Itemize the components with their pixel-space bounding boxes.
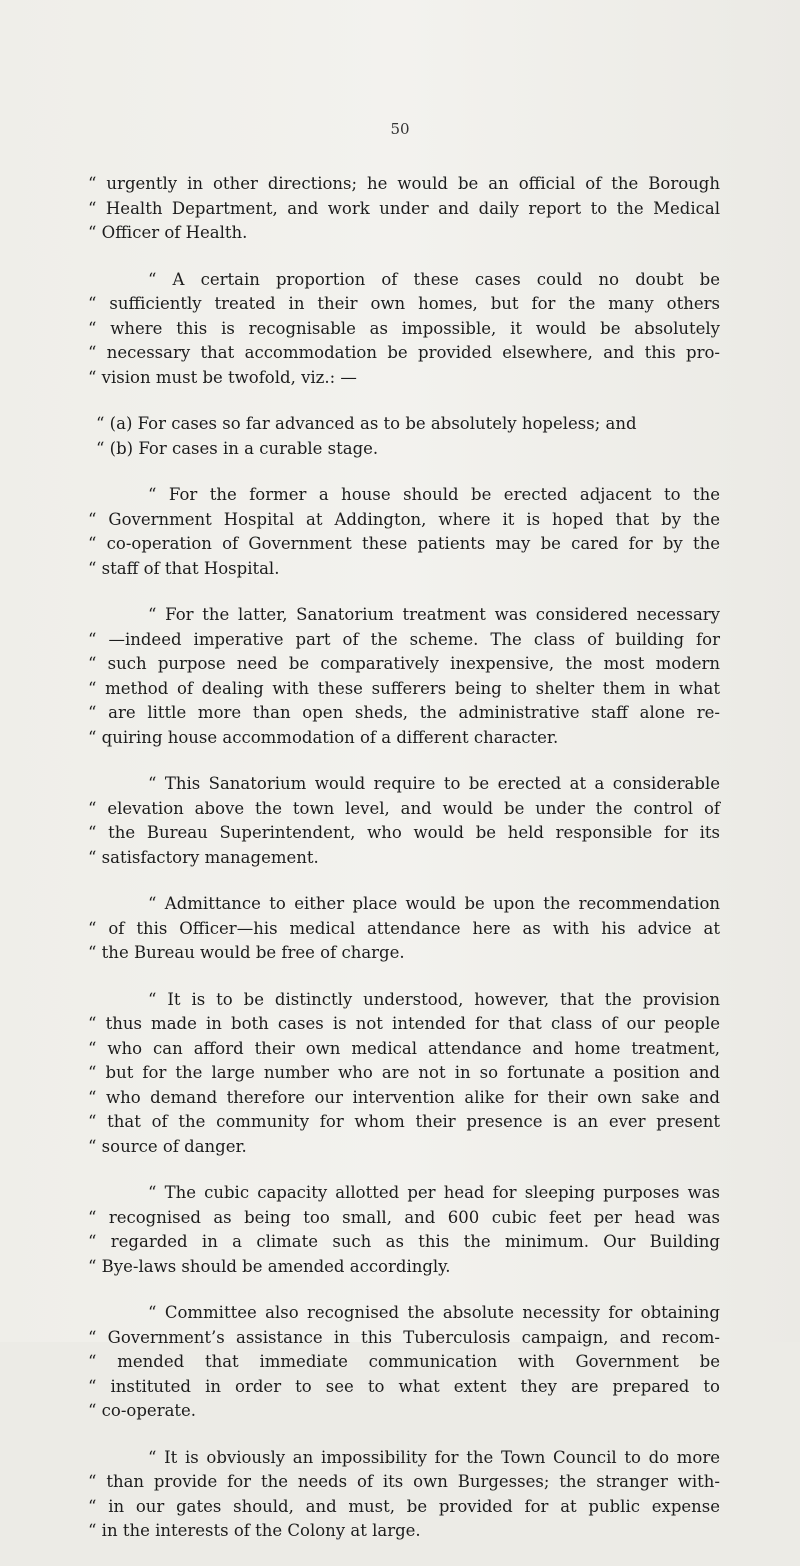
text-line: “ such purpose need be comparatively inexpensive, the most modern <box>88 654 720 673</box>
document-body <box>88 172 720 1566</box>
text-line: “ satisfactory management. <box>88 847 319 867</box>
text-line: “ instituted in order to see to what extent they are prepared to <box>88 1376 720 1396</box>
text-line: “ mended that immediate communication with Government be <box>88 1352 720 1371</box>
text-line: “ urgently in other directions; he would be an official of the Borough <box>88 174 720 193</box>
text-line: “ Committee also recognised the absolute necessity for obtaining <box>148 1303 720 1322</box>
text-line: “ source of danger. <box>88 1136 247 1156</box>
text-line: “ quiring house accommodation of a different character. <box>88 727 559 747</box>
paragraph <box>88 988 720 1160</box>
paragraph <box>88 772 720 870</box>
text-line: “ Health Department, and work under and daily report to the Medical <box>88 198 720 218</box>
text-line: “ than provide for the needs of its own Burgesses; the stranger with- <box>88 1472 720 1491</box>
text-line: “ in our gates should, and must, be provided for at public expense <box>88 1496 720 1516</box>
paragraph <box>88 1181 720 1279</box>
text-line: “ the Bureau would be free of charge. <box>88 943 405 962</box>
text-line: “ (b) For cases in a curable stage. <box>96 438 379 458</box>
text-line: “ who can afford their own medical attendance and home treatment, <box>88 1038 720 1058</box>
text-line: “ It is to be distinctly understood, however, that the provision <box>148 989 720 1009</box>
paragraph <box>88 892 720 966</box>
text-line: “ Government Hospital at Addington, where it is hoped that by the <box>88 509 720 529</box>
text-line: “ co-operation of Government these patients may be cared for by the <box>88 534 720 553</box>
paragraph <box>88 1446 720 1544</box>
text-line: “ —indeed imperative part of the scheme. The class of building for <box>88 629 720 649</box>
text-line: “ Officer of Health. <box>88 223 248 242</box>
text-line: “ The cubic capacity allotted per head for sleeping purposes was <box>148 1183 720 1202</box>
text-line: “ that of the community for whom their presence is an ever present <box>88 1112 720 1131</box>
text-line: “ Government’s assistance in this Tuberculosis campaign, and recom- <box>88 1327 720 1347</box>
text-line: “ This Sanatorium would require to be erected at a considerable <box>148 774 720 793</box>
page-number: 50 <box>390 120 410 138</box>
text-line: “ method of dealing with these sufferers being to shelter them in what <box>88 678 720 698</box>
paragraph <box>88 268 720 391</box>
text-line: “ in the interests of the Colony at large. <box>88 1521 421 1540</box>
text-line: “ recognised as being too small, and 600 cubic feet per head was <box>88 1207 720 1227</box>
text-line: “ vision must be twofold, viz.: — <box>88 367 357 387</box>
text-line: “ but for the large number who are not in so fortunate a position and <box>88 1063 720 1082</box>
paragraph <box>88 412 720 461</box>
text-line: “ It is obviously an impossibility for the Town Council to do more <box>148 1447 720 1467</box>
text-line: “ the Bureau Superintendent, who would be held responsible for its <box>88 823 720 842</box>
paragraph <box>88 603 720 750</box>
paragraph <box>88 1301 720 1424</box>
text-line: “ where this is recognisable as impossible, it would be absolutely <box>88 318 720 338</box>
text-line: “ necessary that accommodation be provided elsewhere, and this pro- <box>88 343 720 362</box>
text-line: “ sufficiently treated in their own homes, but for the many others <box>88 294 720 313</box>
text-line: “ co-operate. <box>88 1401 197 1420</box>
text-line: “ staff of that Hospital. <box>88 558 280 578</box>
text-line: “ thus made in both cases is not intended for that class of our people <box>88 1014 720 1033</box>
text-line: “ A certain proportion of these cases could no doubt be <box>148 269 720 289</box>
text-line: “ elevation above the town level, and would be under the control of <box>88 798 720 818</box>
text-line: “ For the latter, Sanatorium treatment was considered necessary <box>148 605 720 624</box>
paragraph <box>88 172 720 246</box>
text-line: “ (a) For cases so far advanced as to be absolutely hopeless; and <box>96 414 637 433</box>
text-line: “ For the former a house should be erected adjacent to the <box>148 485 720 504</box>
text-line: “ Admittance to either place would be upon the recommendation <box>148 894 720 913</box>
text-line: “ who demand therefore our intervention alike for their own sake and <box>88 1087 720 1107</box>
text-line: “ regarded in a climate such as this the minimum. Our Building <box>88 1232 720 1251</box>
paragraph <box>88 483 720 581</box>
text-line: “ Bye-laws should be amended accordingly. <box>88 1256 451 1276</box>
text-line: “ of this Officer—his medical attendance here as with his advice at <box>88 918 720 938</box>
text-line: “ are little more than open sheds, the administrative staff alone re- <box>88 703 720 722</box>
